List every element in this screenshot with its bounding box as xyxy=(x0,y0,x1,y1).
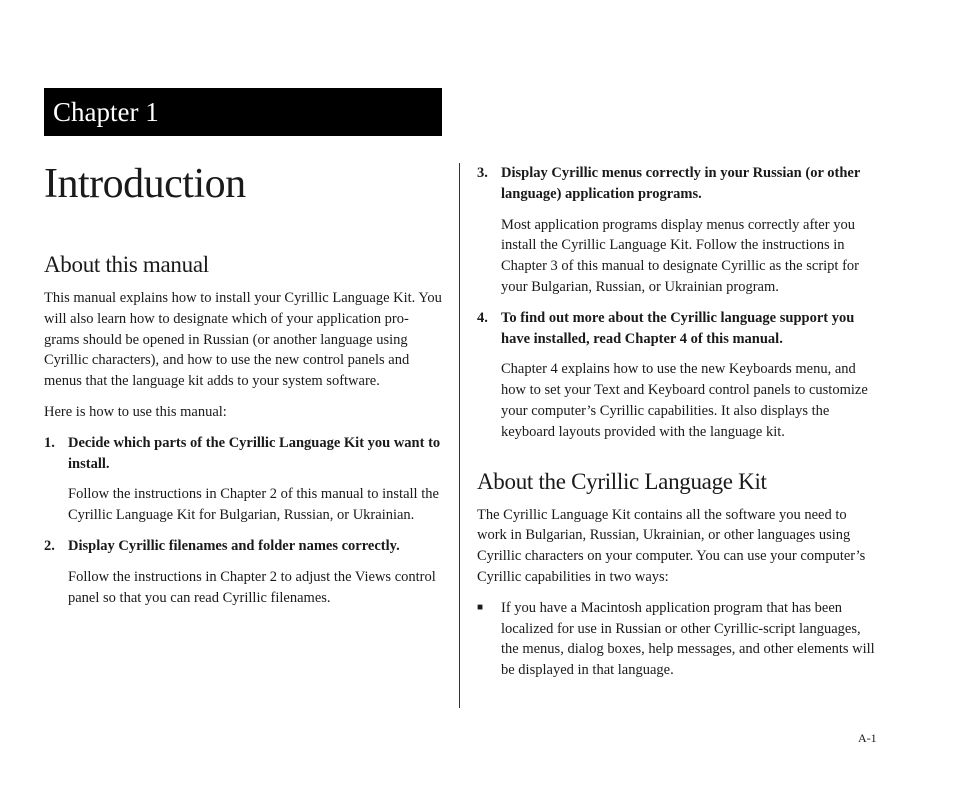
page-title: Introduction xyxy=(44,161,246,207)
bullet-square-icon: ■ xyxy=(477,601,484,613)
section-heading-about-manual: About this manual xyxy=(44,252,209,277)
left-column xyxy=(44,250,444,608)
step-body: Chapter 4 explains how to use the new Keyboards menu, and how to set your Text and Keyboard control panels to customize your computer’s Cyrillic capabilities. It also displays the keyboard layouts provided with the language kit. xyxy=(501,361,868,440)
column-divider xyxy=(459,163,460,708)
step-4 xyxy=(477,308,877,443)
how-to-paragraph: Here is how to use this manual: xyxy=(44,403,227,420)
page-number: A-1 xyxy=(858,731,877,745)
intro-paragraph: This manual explains how to install your Cyrillic Language Kit. You will also learn how to designate which of your application pro-grams should be opened in Russian (or another language using Cyrillic characters), and how to use the new control panels and menus that the language kit adds to your system software. xyxy=(44,290,442,390)
step-body: Follow the instructions in Chapter 2 of this manual to install the Cyrillic Language Kit for Bulgarian, Russian, or Ukrainian. xyxy=(68,486,439,524)
step-number: 1. xyxy=(44,434,55,451)
step-body: Most application programs display menus correctly after you install the Cyrillic Language Kit. Follow the instructions in Chapter 3 of this manual to designate Cyrillic as the script for your Bulgarian, Russian, or Ukrainian program. xyxy=(501,216,859,295)
step-3 xyxy=(477,163,877,298)
section-heading-about-kit: About the Cyrillic Language Kit xyxy=(477,468,767,494)
chapter-label: Chapter 1 xyxy=(53,97,159,127)
chapter-banner xyxy=(44,88,442,136)
right-column xyxy=(477,163,877,681)
step-1 xyxy=(44,433,444,526)
step-number: 2. xyxy=(44,537,55,554)
step-title: Decide which parts of the Cyrillic Language Kit you want to install. xyxy=(68,434,441,472)
step-body: Follow the instructions in Chapter 2 to adjust the Views control panel so that you can read Cyrillic filenames. xyxy=(68,568,436,606)
step-title: To find out more about the Cyrillic language support you have installed, read Chapter 4 of this manual. xyxy=(501,309,855,347)
kit-intro-paragraph: The Cyrillic Language Kit contains all the software you need to work in Bulgarian, Russian, Ukrainian, or other languages using Cyrillic characters on your computer. You can use your computer’s Cyrillic capabilities in two ways: xyxy=(477,506,866,585)
step-title: Display Cyrillic menus correctly in your Russian (or other language) application programs. xyxy=(501,165,861,202)
step-title: Display Cyrillic filenames and folder names correctly. xyxy=(68,537,400,554)
step-number: 4. xyxy=(477,309,488,326)
step-number: 3. xyxy=(477,165,488,181)
step-2 xyxy=(44,536,444,608)
bullet-text: If you have a Macintosh application program that has been localized for use in Russian or other Cyrillic-script languages, the menus, dialog boxes, help messages, and other elements will be displayed in that language. xyxy=(501,599,875,679)
bullet-item xyxy=(477,598,877,681)
